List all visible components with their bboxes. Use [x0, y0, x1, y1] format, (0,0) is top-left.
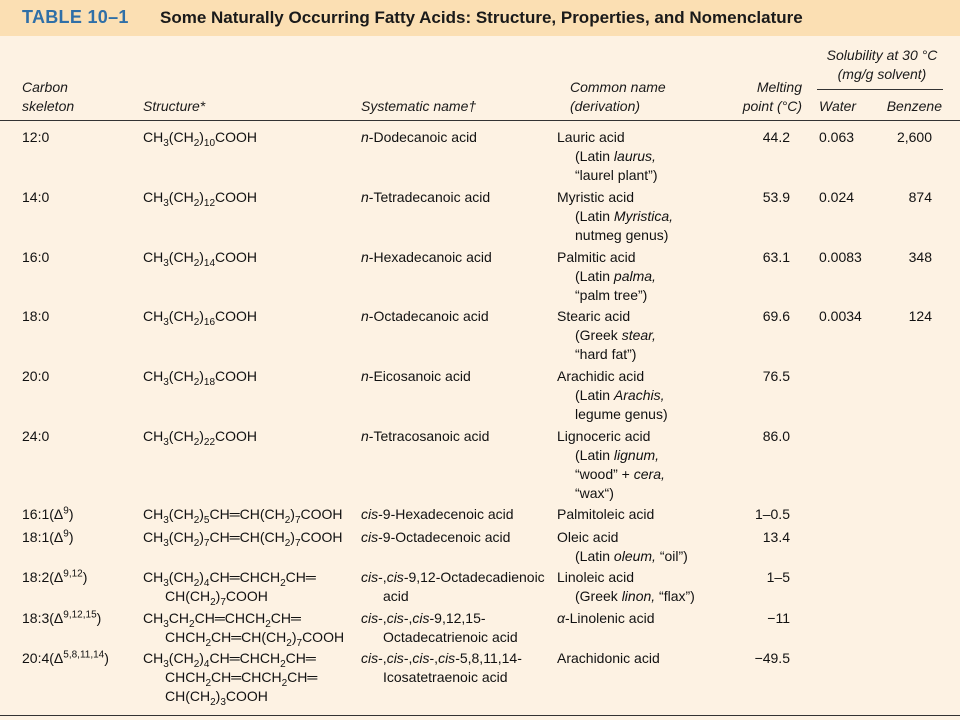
header-carbon-skeleton — [22, 78, 74, 116]
cell-structure: $CH_3CH_2CH═CHCH_2CH═$ $CHCH_2CH═CH(CH_2)_7COOH$ — [143, 610, 345, 649]
cell-structure: $CH_3(CH_2)_4CH═CHCH_2CH═$ $CH(CH_2)_7COOH$ — [143, 569, 316, 608]
header-solubility — [812, 46, 952, 84]
header-melting-line2: point (°C) — [742, 98, 802, 114]
cell-carbon-skeleton: $18:1(\Delta^9)$ — [22, 528, 74, 545]
cell-solubility-benzene: 348 — [908, 249, 932, 265]
cell-carbon-skeleton: 12:0 — [22, 129, 50, 145]
header-carbon-line1: Carbon — [22, 79, 68, 95]
cell-solubility-benzene: 124 — [908, 308, 932, 324]
header-solubility-line1: Solubility at 30 °C — [826, 47, 938, 63]
cell-structure: $CH_3(CH_2)_{22}COOH$ — [143, 428, 258, 448]
table-caption: Some Naturally Occurring Fatty Acids: Structure, Properties, and Nomenclature — [160, 8, 803, 27]
header-water: Water — [819, 98, 857, 114]
header-solubility-line2: (mg/g solvent) — [837, 66, 927, 82]
cell-common-name: Oleic acid (Latin oleum, “oil”) — [557, 529, 688, 564]
cell-common-name: Arachidic acid (Latin Arachis, legume genus) — [557, 368, 668, 422]
cell-solubility-water: 0.024 — [819, 189, 855, 205]
cell-solubility-water: 0.0083 — [819, 249, 862, 265]
cell-melting-point: 1–0.5 — [754, 506, 790, 522]
cell-carbon-skeleton: $16:1(\Delta^9)$ — [22, 505, 74, 522]
cell-common-name: Arachidonic acid — [557, 650, 660, 666]
cell-carbon-skeleton: 16:0 — [22, 249, 50, 265]
cell-melting-point: −49.5 — [754, 650, 790, 666]
cell-systematic-name: n-Dodecanoic acid — [361, 129, 477, 145]
cell-solubility-water: 0.0034 — [819, 308, 862, 324]
cell-carbon-skeleton: $18:3(\Delta^{9,12,15})$ — [22, 609, 102, 626]
header-benzene: Benzene — [886, 98, 942, 114]
cell-common-name: Myristic acid (Latin Myristica, nutmeg genus) — [557, 189, 674, 243]
cell-systematic-name: n-Octadecanoic acid — [361, 308, 489, 324]
cell-systematic-name: n-Tetradecanoic acid — [361, 189, 491, 205]
cell-melting-point: 86.0 — [762, 428, 790, 444]
cell-carbon-skeleton: 24:0 — [22, 428, 50, 444]
table-number: TABLE 10–1 — [22, 7, 129, 27]
header-common-line1: Common name — [570, 79, 666, 95]
cell-common-name: α-Linolenic acid — [557, 610, 655, 626]
cell-solubility-benzene: 874 — [908, 189, 932, 205]
cell-structure: $CH_3(CH_2)_{16}COOH$ — [143, 308, 258, 328]
cell-structure: $CH_3(CH_2)_{12}COOH$ — [143, 189, 258, 209]
header-systematic-name: Systematic name† — [361, 98, 477, 114]
cell-structure: $CH_3(CH_2)_4CH═CHCH_2CH═$ $CHCH_2CH═CHCH_2CH═$ $CH(CH_2)_3COOH$ — [143, 650, 318, 708]
header-melting-line1: Melting — [756, 79, 802, 95]
header-structure: Structure* — [143, 98, 206, 114]
cell-melting-point: 69.6 — [762, 308, 790, 324]
cell-common-name: Stearic acid (Greek stear, “hard fat”) — [557, 308, 656, 362]
cell-melting-point: 13.4 — [762, 529, 790, 545]
cell-structure: $CH_3(CH_2)_5CH═CH(CH_2)_7COOH$ — [143, 506, 343, 526]
cell-structure: $CH_3(CH_2)_{18}COOH$ — [143, 368, 258, 388]
cell-carbon-skeleton: $18:2(\Delta^{9,12})$ — [22, 568, 88, 585]
cell-solubility-benzene: 2,600 — [896, 129, 932, 145]
header-rule — [0, 120, 960, 121]
cell-structure: $CH_3(CH_2)_{10}COOH$ — [143, 129, 258, 149]
cell-melting-point: 76.5 — [762, 368, 790, 384]
cell-systematic-name: cis-9-Hexadecenoic acid — [361, 506, 514, 522]
cell-systematic-name: cis-,cis-9,12-Octadecadienoic acid — [361, 569, 545, 604]
cell-systematic-name: n-Hexadecanoic acid — [361, 249, 492, 265]
bottom-rule — [0, 715, 960, 716]
cell-common-name: Lignoceric acid (Latin lignum, “wood” + cera, “wax“) — [557, 428, 665, 501]
cell-solubility-water: 0.063 — [819, 129, 855, 145]
cell-carbon-skeleton: $20:4(\Delta^{5,8,11,14})$ — [22, 649, 109, 666]
cell-melting-point: −11 — [767, 610, 790, 626]
cell-melting-point: 44.2 — [762, 129, 790, 145]
header-melting-point — [700, 78, 802, 116]
cell-carbon-skeleton: 20:0 — [22, 368, 50, 384]
cell-common-name: Palmitoleic acid — [557, 506, 655, 522]
cell-common-name: Lauric acid (Latin laurus, “laurel plant”) — [557, 129, 658, 183]
solubility-underline — [817, 89, 943, 90]
cell-common-name: Linoleic acid (Greek linon, “flax”) — [557, 569, 695, 604]
cell-structure: $CH_3(CH_2)_7CH═CH(CH_2)_7COOH$ — [143, 529, 343, 549]
header-common-line2: (derivation) — [570, 98, 641, 114]
cell-common-name: Palmitic acid (Latin palma, “palm tree”) — [557, 249, 656, 303]
cell-carbon-skeleton: 14:0 — [22, 189, 50, 205]
cell-melting-point: 53.9 — [762, 189, 790, 205]
cell-melting-point: 1–5 — [766, 569, 790, 585]
cell-melting-point: 63.1 — [762, 249, 790, 265]
table-title-bar — [0, 0, 960, 36]
cell-structure: $CH_3(CH_2)_{14}COOH$ — [143, 249, 258, 269]
cell-carbon-skeleton: 18:0 — [22, 308, 50, 324]
cell-systematic-name: cis-,cis-,cis-9,12,15- Octadecatrienoic acid — [361, 610, 518, 645]
cell-systematic-name: cis-9-Octadecenoic acid — [361, 529, 511, 545]
header-common-name — [570, 78, 666, 116]
cell-systematic-name: n-Eicosanoic acid — [361, 368, 471, 384]
cell-systematic-name: n-Tetracosanoic acid — [361, 428, 490, 444]
header-carbon-line2: skeleton — [22, 98, 75, 114]
cell-systematic-name: cis-,cis-,cis-,cis-5,8,11,14- Icosatetraenoic acid — [361, 650, 522, 685]
